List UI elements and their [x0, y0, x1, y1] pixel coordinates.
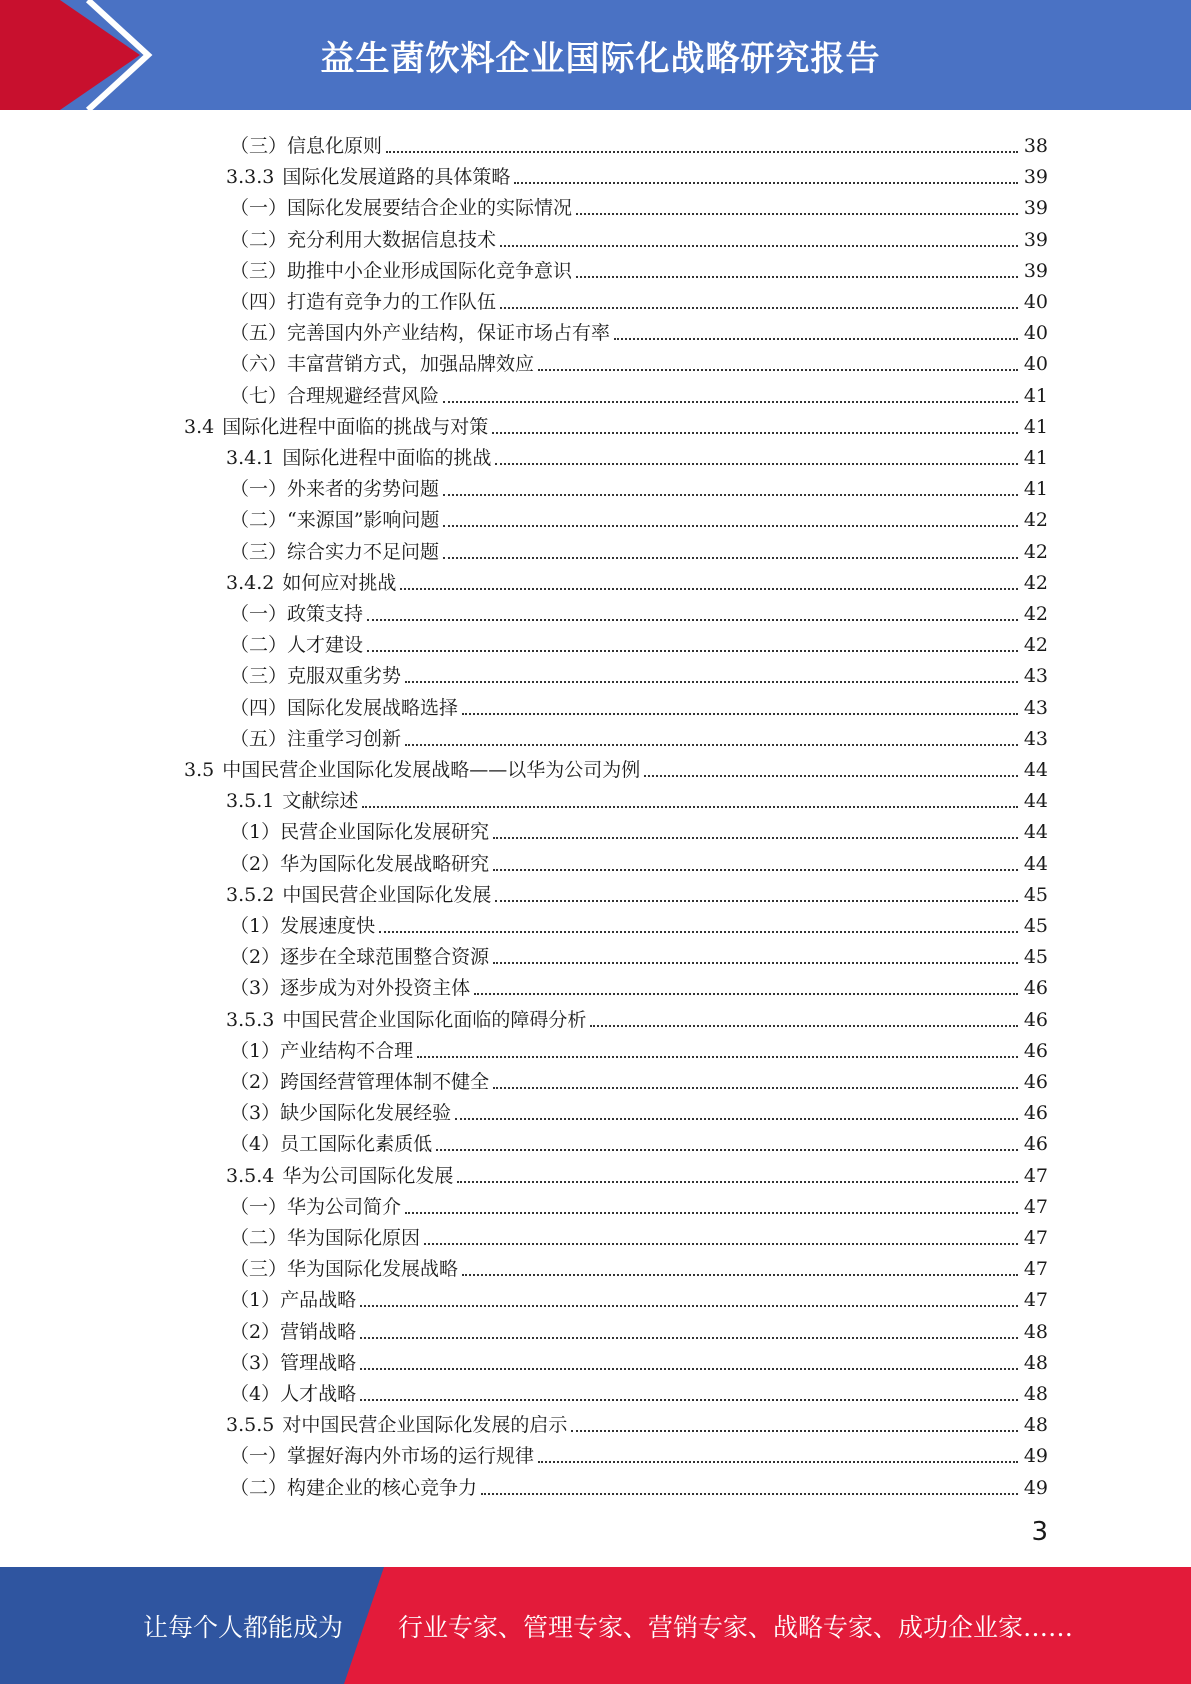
toc-entry-page: 45	[1023, 883, 1048, 906]
toc-dot-leader	[360, 1305, 1018, 1307]
toc-entry-title: （三）信息化原则	[230, 135, 383, 157]
toc-entry-page: 39	[1023, 228, 1048, 251]
toc-entry[interactable]	[230, 689, 1048, 720]
toc-entry-title: （1）发展速度快	[230, 915, 376, 937]
toc-entry-title: 国际化进程中面临的挑战	[282, 447, 492, 469]
toc-entry-title: （二）充分利用大数据信息技术	[230, 228, 497, 251]
toc-entry-page: 44	[1023, 790, 1048, 813]
toc-entry-page: 43	[1023, 696, 1048, 719]
toc-entry-title: 国际化进程中面临的挑战与对策	[222, 415, 489, 438]
toc-entry-title: （三）助推中小企业形成国际化竞争意识	[230, 259, 573, 282]
toc-entry-page: 46	[1023, 1102, 1048, 1125]
toc-dot-leader	[495, 900, 1018, 902]
toc-entry-number: 3.5.3	[226, 1008, 275, 1031]
toc-entry[interactable]	[230, 626, 1048, 657]
toc-entry-page: 47	[1023, 1258, 1048, 1281]
page-footer	[0, 1567, 1191, 1684]
toc-entry[interactable]	[230, 720, 1048, 751]
toc-entry-number: 3.4.1	[226, 447, 275, 469]
toc-entry-page: 48	[1023, 1320, 1048, 1343]
toc-entry-title: （五）完善国内外产业结构，保证市场占有率	[230, 322, 611, 345]
toc-entry-number: 3.4.2	[226, 571, 275, 594]
toc-entry-title: （2）华为国际化发展战略研究	[230, 852, 490, 875]
toc-entry-title: （四）打造有竞争力的工作队伍	[230, 291, 497, 313]
toc-entry-page: 41	[1023, 447, 1048, 469]
toc-entry[interactable]	[230, 1032, 1048, 1063]
page-header	[0, 0, 1191, 110]
toc-entry-page: 42	[1023, 571, 1048, 594]
toc-dot-leader	[436, 1149, 1018, 1151]
toc-dot-leader	[443, 401, 1018, 403]
toc-dot-leader	[495, 463, 1018, 465]
toc-dot-leader	[405, 1212, 1018, 1214]
toc-entry[interactable]	[230, 1469, 1048, 1500]
toc-dot-leader	[360, 1399, 1018, 1401]
toc-entry-page: 43	[1023, 665, 1048, 688]
toc-entry-number: 3.5.5	[226, 1414, 275, 1437]
toc-dot-leader	[571, 1430, 1018, 1432]
toc-entry-page: 46	[1023, 1071, 1048, 1093]
toc-entry-title: （七）合理规避经营风险	[230, 384, 440, 407]
toc-entry[interactable]	[230, 813, 1048, 844]
toc-entry[interactable]	[230, 314, 1048, 345]
toc-entry-title: （2）跨国经营管理体制不健全	[230, 1071, 490, 1093]
toc-entry[interactable]	[230, 252, 1048, 283]
page-number: 3	[1031, 1517, 1048, 1547]
toc-entry-title: （三）华为国际化发展战略	[230, 1258, 459, 1281]
toc-dot-leader	[493, 1087, 1018, 1089]
toc-entry[interactable]	[230, 470, 1048, 501]
toc-entry[interactable]	[226, 564, 1048, 595]
toc-dot-leader	[493, 869, 1018, 871]
toc-entry-title: （3）逐步成为对外投资主体	[230, 977, 471, 1000]
toc-entry-page: 46	[1023, 1039, 1048, 1062]
toc-entry-page: 41	[1023, 384, 1048, 407]
toc-entry-number: 3.4	[184, 415, 215, 438]
toc-entry-title: （三）综合实力不足问题	[230, 540, 440, 563]
toc-entry-title: （1）产业结构不合理	[230, 1039, 414, 1062]
toc-dot-leader	[614, 338, 1018, 340]
toc-dot-leader	[462, 713, 1018, 715]
toc-entry-title: 如何应对挑战	[282, 571, 397, 594]
toc-dot-leader	[474, 993, 1018, 995]
toc-dot-leader	[367, 619, 1018, 621]
toc-entry-page: 48	[1023, 1414, 1048, 1437]
toc-entry-page: 47	[1023, 1164, 1048, 1187]
toc-entry-page: 40	[1023, 291, 1048, 313]
toc-entry-number: 3.3.3	[226, 166, 275, 189]
toc-entry-page: 42	[1023, 634, 1048, 657]
toc-dot-leader	[405, 681, 1018, 683]
toc-dot-leader	[443, 557, 1018, 559]
toc-entry-page: 49	[1023, 1476, 1048, 1499]
toc-entry-page: 42	[1023, 509, 1048, 532]
toc-entry[interactable]	[226, 782, 1048, 813]
toc-entry-page: 41	[1023, 415, 1048, 438]
toc-entry[interactable]	[230, 377, 1048, 408]
toc-entry-title: （一）华为公司简介	[230, 1195, 402, 1218]
toc-entry-title: （3）缺少国际化发展经验	[230, 1102, 452, 1125]
toc-entry-page: 45	[1023, 915, 1048, 937]
toc-entry[interactable]	[230, 345, 1048, 376]
toc-entry-title: （六）丰富营销方式，加强品牌效应	[230, 353, 535, 376]
toc-entry-title: （二）人才建设	[230, 634, 364, 657]
toc-entry[interactable]	[230, 1188, 1048, 1219]
toc-dot-leader	[492, 432, 1018, 434]
toc-entry-page: 48	[1023, 1383, 1048, 1405]
toc-entry-title: （一）政策支持	[230, 603, 364, 625]
toc-entry-title: （二）华为国际化原因	[230, 1227, 421, 1249]
toc-entry-page: 39	[1023, 197, 1048, 220]
toc-entry-number: 3.5.2	[226, 883, 275, 906]
toc-entry-number: 3.5.4	[226, 1164, 275, 1187]
toc-entry[interactable]	[184, 408, 1048, 439]
toc-entry-title: （4）员工国际化素质低	[230, 1133, 433, 1156]
toc-entry[interactable]	[230, 1219, 1048, 1250]
toc-entry[interactable]	[226, 1406, 1048, 1437]
toc-entry-title: 中国民营企业国际化面临的障碍分析	[282, 1008, 587, 1031]
toc-entry-page: 39	[1023, 166, 1048, 189]
toc-dot-leader	[405, 744, 1018, 746]
toc-entry-page: 47	[1023, 1289, 1048, 1312]
toc-entry-number: 3.5	[184, 759, 215, 781]
toc-entry-title: （二）构建企业的核心竞争力	[230, 1476, 478, 1499]
toc-dot-leader	[538, 1461, 1018, 1463]
toc-entry[interactable]	[230, 1125, 1048, 1156]
toc-entry[interactable]	[230, 1063, 1048, 1094]
toc-entry-title: （一）国际化发展要结合企业的实际情况	[230, 197, 573, 220]
toc-entry-title: （一）外来者的劣势问题	[230, 478, 440, 501]
toc-entry-page: 44	[1023, 759, 1048, 781]
toc-entry-page: 46	[1023, 1008, 1048, 1031]
toc-entry-page: 48	[1023, 1351, 1048, 1374]
toc-dot-leader	[576, 276, 1018, 278]
toc-dot-leader	[500, 245, 1018, 247]
toc-dot-leader	[386, 151, 1018, 153]
toc-entry[interactable]	[226, 1157, 1048, 1188]
toc-dot-leader	[424, 1243, 1018, 1245]
toc-entry-page: 46	[1023, 977, 1048, 1000]
toc-entry[interactable]	[226, 1001, 1048, 1032]
toc-entry-title: 对中国民营企业国际化发展的启示	[282, 1414, 568, 1437]
toc-dot-leader	[443, 494, 1018, 496]
toc-entry-page: 44	[1023, 821, 1048, 844]
toc-entry-title: （4）人才战略	[230, 1383, 357, 1405]
toc-dot-leader	[379, 931, 1018, 933]
toc-entry[interactable]	[230, 938, 1048, 969]
footer-slogan-right: 行业专家、管理专家、营销专家、战略专家、成功企业家……	[398, 1612, 1074, 1642]
toc-entry[interactable]	[230, 189, 1048, 220]
toc-entry-page: 40	[1023, 353, 1048, 376]
toc-entry-page: 47	[1023, 1195, 1048, 1218]
toc-dot-leader	[590, 1025, 1018, 1027]
toc-entry-title: （二）“来源国”影响问题	[230, 509, 440, 532]
toc-entry-page: 42	[1023, 540, 1048, 563]
footer-slogan-left: 让每个人都能成为	[143, 1612, 344, 1642]
toc-entry-page: 43	[1023, 727, 1048, 750]
toc-entry-page: 38	[1023, 135, 1048, 157]
toc-dot-leader	[462, 1274, 1018, 1276]
toc-entry-title: 国际化发展道路的具体策略	[282, 166, 511, 189]
toc-entry-title: （1）产品战略	[230, 1289, 357, 1312]
toc-entry[interactable]	[230, 595, 1048, 626]
toc-entry-page: 46	[1023, 1133, 1048, 1156]
toc-entry-page: 41	[1023, 478, 1048, 501]
toc-dot-leader	[576, 213, 1018, 215]
toc-entry-title: 文献综述	[282, 790, 359, 813]
toc-entry-title: 华为公司国际化发展	[282, 1164, 454, 1187]
toc-entry[interactable]	[230, 221, 1048, 252]
toc-entry[interactable]	[230, 1094, 1048, 1125]
toc-entry-number: 3.5.1	[226, 790, 275, 813]
toc-entry[interactable]	[230, 907, 1048, 938]
toc-dot-leader	[493, 837, 1018, 839]
toc-entry-title: （2）营销战略	[230, 1320, 357, 1343]
toc-dot-leader	[493, 962, 1018, 964]
toc-entry-title: 中国民营企业国际化发展战略——以华为公司为例	[222, 759, 641, 781]
toc-entry-title: （一）掌握好海内外市场的运行规律	[230, 1445, 535, 1468]
toc-entry-page: 42	[1023, 603, 1048, 625]
document-title: 益生菌饮料企业国际化战略研究报告	[320, 38, 881, 79]
toc-dot-leader	[367, 650, 1018, 652]
toc-entry-title: （五）注重学习创新	[230, 727, 402, 750]
toc-dot-leader	[400, 588, 1018, 590]
toc-dot-leader	[538, 369, 1018, 371]
toc-entry-page: 49	[1023, 1445, 1048, 1468]
toc-entry-page: 45	[1023, 946, 1048, 969]
toc-dot-leader	[360, 1337, 1018, 1339]
toc-entry[interactable]	[226, 439, 1048, 470]
toc-entry-title: 中国民营企业国际化发展	[282, 883, 492, 906]
toc-entry[interactable]	[230, 1344, 1048, 1375]
toc-dot-leader	[644, 775, 1018, 777]
toc-entry-page: 47	[1023, 1227, 1048, 1249]
toc-entry[interactable]	[230, 969, 1048, 1000]
toc-entry[interactable]	[230, 533, 1048, 564]
toc-entry-title: （三）克服双重劣势	[230, 665, 402, 688]
toc-entry[interactable]	[226, 876, 1048, 907]
toc-entry[interactable]	[230, 657, 1048, 688]
toc-entry-title: （四）国际化发展战略选择	[230, 696, 459, 719]
toc-entry[interactable]	[230, 283, 1048, 314]
toc-entry-title: （3）管理战略	[230, 1351, 357, 1374]
toc-entry[interactable]	[184, 751, 1048, 782]
toc-dot-leader	[360, 1368, 1018, 1370]
toc-entry[interactable]	[230, 845, 1048, 876]
toc-entry-page: 44	[1023, 852, 1048, 875]
toc-dot-leader	[500, 307, 1018, 309]
toc-entry-title: （1）民营企业国际化发展研究	[230, 821, 490, 844]
toc-dot-leader	[455, 1118, 1018, 1120]
toc-entry[interactable]	[230, 1313, 1048, 1344]
toc-entry[interactable]	[226, 158, 1048, 189]
toc-entry[interactable]	[230, 501, 1048, 532]
toc-dot-leader	[481, 1493, 1018, 1495]
toc-dot-leader	[362, 806, 1018, 808]
toc-entry-page: 39	[1023, 259, 1048, 282]
toc-entry[interactable]	[230, 1281, 1048, 1312]
toc-dot-leader	[417, 1056, 1018, 1058]
toc-entry-page: 40	[1023, 322, 1048, 345]
toc-entry[interactable]	[230, 127, 1048, 158]
toc-entry[interactable]	[230, 1375, 1048, 1406]
toc-dot-leader	[457, 1181, 1018, 1183]
toc-entry-title: （2）逐步在全球范围整合资源	[230, 946, 490, 969]
toc-dot-leader	[443, 525, 1018, 527]
toc-entry[interactable]	[230, 1250, 1048, 1281]
toc-entry[interactable]	[230, 1437, 1048, 1468]
toc-dot-leader	[514, 182, 1018, 184]
